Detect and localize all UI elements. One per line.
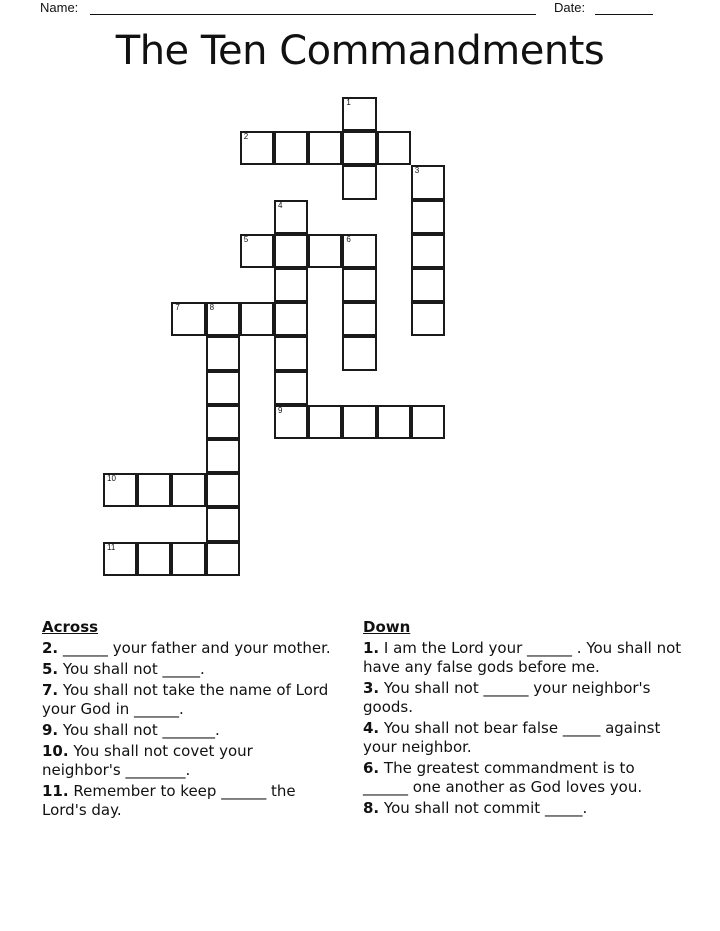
crossword-cell[interactable] <box>411 200 445 234</box>
crossword-cell[interactable] <box>240 234 274 268</box>
across-clue <box>42 742 332 780</box>
crossword-cell[interactable] <box>274 268 308 302</box>
crossword-cell[interactable] <box>137 473 171 507</box>
down-heading: Down <box>363 618 411 636</box>
cell-number: 6 <box>346 234 351 244</box>
crossword-cell[interactable] <box>274 131 308 165</box>
down-clues <box>363 618 683 820</box>
cell-number: 10 <box>107 474 116 484</box>
crossword-cell[interactable] <box>411 165 445 199</box>
crossword-cell[interactable] <box>411 234 445 268</box>
clue-number: 11. <box>42 782 69 800</box>
crossword-cell[interactable] <box>342 336 376 370</box>
crossword-cell[interactable] <box>342 165 376 199</box>
across-clue <box>42 782 332 820</box>
crossword-cell[interactable] <box>411 302 445 336</box>
crossword-cell[interactable] <box>274 234 308 268</box>
crossword-cell[interactable] <box>308 405 342 439</box>
crossword-cell[interactable] <box>171 302 205 336</box>
crossword-cell[interactable] <box>411 405 445 439</box>
crossword-cell[interactable] <box>274 405 308 439</box>
across-clue <box>42 681 332 719</box>
clue-number: 10. <box>42 742 69 760</box>
clue-text: You shall not covet your neighbor's ________. <box>42 742 253 779</box>
crossword-cell[interactable] <box>274 200 308 234</box>
crossword-cell[interactable] <box>206 473 240 507</box>
across-clue <box>42 639 332 658</box>
crossword-cell[interactable] <box>240 302 274 336</box>
crossword-cell[interactable] <box>206 405 240 439</box>
across-clue <box>42 721 332 740</box>
crossword-cell[interactable] <box>206 439 240 473</box>
crossword-cell[interactable] <box>206 302 240 336</box>
across-heading: Across <box>42 618 99 636</box>
cell-number: 2 <box>243 132 249 142</box>
page-title: The Ten Commandments <box>115 28 605 74</box>
clue-text: I am the Lord your ______ . You shall not have any false gods before me. <box>363 639 682 676</box>
across-clue <box>42 660 332 679</box>
down-clue <box>363 799 683 818</box>
crossword-cell[interactable] <box>411 268 445 302</box>
crossword-cell[interactable] <box>274 302 308 336</box>
down-clue <box>363 639 683 677</box>
down-clue <box>363 719 683 757</box>
crossword-cell[interactable] <box>342 405 376 439</box>
crossword-cell[interactable] <box>103 473 137 507</box>
crossword-cell[interactable] <box>171 473 205 507</box>
clue-number: 6. <box>363 759 380 777</box>
clue-number: 7. <box>42 681 59 699</box>
crossword-cell[interactable] <box>342 97 376 131</box>
crossword-cell[interactable] <box>377 131 411 165</box>
crossword-cell[interactable] <box>103 542 137 576</box>
name-label: Name: <box>40 0 79 15</box>
clue-number: 9. <box>42 721 59 739</box>
clue-text: You shall not _______. <box>62 721 220 739</box>
date-label: Date: <box>554 0 586 15</box>
crossword-cell[interactable] <box>206 336 240 370</box>
cell-number: 8 <box>209 303 215 313</box>
cell-number: 11 <box>107 542 116 552</box>
crossword-cell[interactable] <box>342 234 376 268</box>
crossword-cell[interactable] <box>171 542 205 576</box>
crossword-cell[interactable] <box>274 371 308 405</box>
cell-number: 9 <box>278 405 283 415</box>
across-clues <box>42 618 332 822</box>
down-clue <box>363 759 683 797</box>
crossword-cell[interactable] <box>206 371 240 405</box>
crossword-cell[interactable] <box>342 268 376 302</box>
crossword-cell[interactable] <box>274 336 308 370</box>
crossword-cell[interactable] <box>342 302 376 336</box>
crossword-cell[interactable] <box>206 507 240 541</box>
clue-text: ______ your father and your mother. <box>62 639 331 657</box>
down-clue <box>363 679 683 717</box>
clue-text: The greatest commandment is to ______ one another as God loves you. <box>363 759 643 796</box>
clue-number: 3. <box>363 679 380 697</box>
clue-number: 2. <box>42 639 59 657</box>
crossword-cell[interactable] <box>206 542 240 576</box>
cell-number: 5 <box>243 234 249 244</box>
clue-number: 5. <box>42 660 59 678</box>
crossword-cell[interactable] <box>377 405 411 439</box>
clue-text: You shall not ______ your neighbor's goods. <box>363 679 651 716</box>
clue-number: 4. <box>363 719 380 737</box>
crossword-cell[interactable] <box>240 131 274 165</box>
cell-number: 1 <box>346 98 351 107</box>
clue-text: You shall not commit _____. <box>383 799 588 817</box>
crossword-cell[interactable] <box>308 131 342 165</box>
clue-text: Remember to keep ______ the Lord's day. <box>42 782 296 819</box>
clue-text: You shall not take the name of Lord your God in ______. <box>42 681 329 718</box>
clue-number: 8. <box>363 799 380 817</box>
cell-number: 3 <box>414 166 420 176</box>
cell-number: 7 <box>175 303 180 313</box>
crossword-cell[interactable] <box>308 234 342 268</box>
clue-text: You shall not bear false _____ against your neighbor. <box>363 719 661 756</box>
crossword-cell[interactable] <box>137 542 171 576</box>
crossword-cell[interactable] <box>342 131 376 165</box>
cell-number: 4 <box>278 200 283 210</box>
clue-number: 1. <box>363 639 380 657</box>
clue-text: You shall not _____. <box>62 660 205 678</box>
